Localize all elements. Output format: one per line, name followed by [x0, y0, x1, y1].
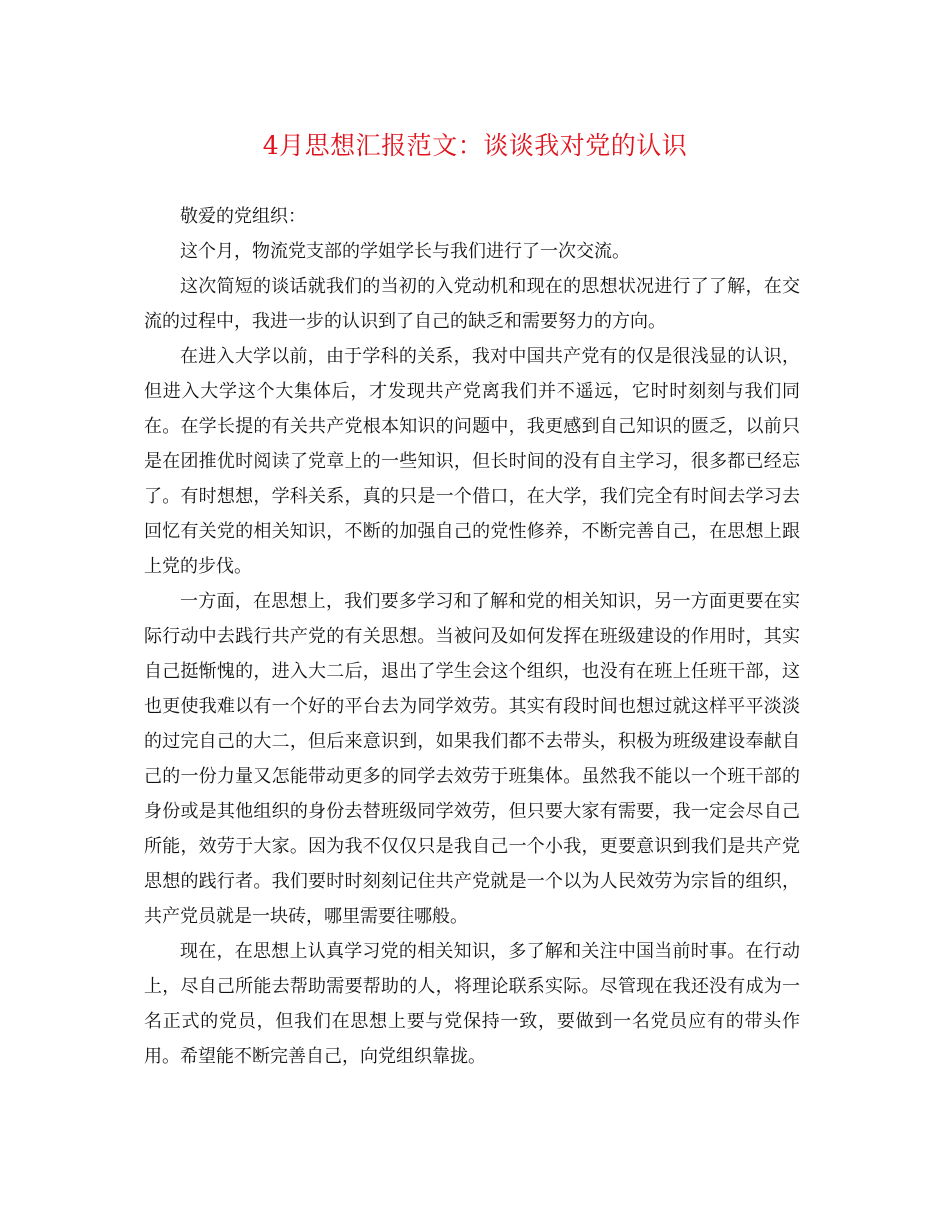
- paragraph-1: 这个月，物流党支部的学姐学长与我们进行了一次交流。: [180, 241, 630, 262]
- paragraph-3: 在进入大学以前，由于学科的关系，我对中国共产党有的仅是很浅显的认识，但进入大学这个大集体后，才发现共产党离我们并不遥远，它时时刻刻与我们同在。在学长提的有关共产党根本知识的问题中，我更感到自己知识的匮乏，以前只是在团推优时阅读了党章上的一些知识，但长时间的没有自主学习，很多都已经忘了。有时想想，学科关系，真的只是一个借口，在大学，我们完全有时间去学习去回忆有关党的相关知识，不断的加强自己的党性修养，不断完善自己，在思想上跟上党的步伐。: [144, 346, 800, 577]
- document-title: 4月思想汇报范文：谈谈我对党的认识: [262, 131, 688, 160]
- salutation: 敬爱的党组织：: [180, 206, 306, 227]
- document-body: [144, 199, 800, 1074]
- paragraph-5: 现在，在思想上认真学习党的相关知识，多了解和关注中国当前时事。在行动上，尽自己所能去帮助需要帮助的人，将理论联系实际。尽管现在我还没有成为一名正式的党员，但我们在思想上要与党保持一致，要做到一名党员应有的带头作用。希望能不断完善自己，向党组织靠拢。: [144, 941, 800, 1067]
- paragraph-4: 一方面，在思想上，我们要多学习和了解和党的相关知识，另一方面更要在实际行动中去践行共产党的有关思想。当被问及如何发挥在班级建设的作用时，其实自己挺惭愧的，进入大二后，退出了学生会这个组织，也没有在班上任班干部，这也更使我难以有一个好的平台去为同学效劳。其实有段时间也想过就这样平平淡淡的过完自己的大二，但后来意识到，如果我们都不去带头，积极为班级建设奉献自己的一份力量又怎能带动更多的同学去效劳于班集体。虽然我不能以一个班干部的身份或是其他组织的身份去替班级同学效劳，但只要大家有需要，我一定会尽自己所能，效劳于大家。因为我不仅仅只是我自己一个小我，更要意识到我们是共产党思想的践行者。我们要时时刻刻记住共产党就是一个以为人民效劳为宗旨的组织，共产党员就是一块砖，哪里需要往哪般。: [144, 591, 800, 927]
- paragraph-2: 这次简短的谈话就我们的当初的入党动机和现在的思想状况进行了了解，在交流的过程中，我进一步的认识到了自己的缺乏和需要努力的方向。: [144, 276, 800, 332]
